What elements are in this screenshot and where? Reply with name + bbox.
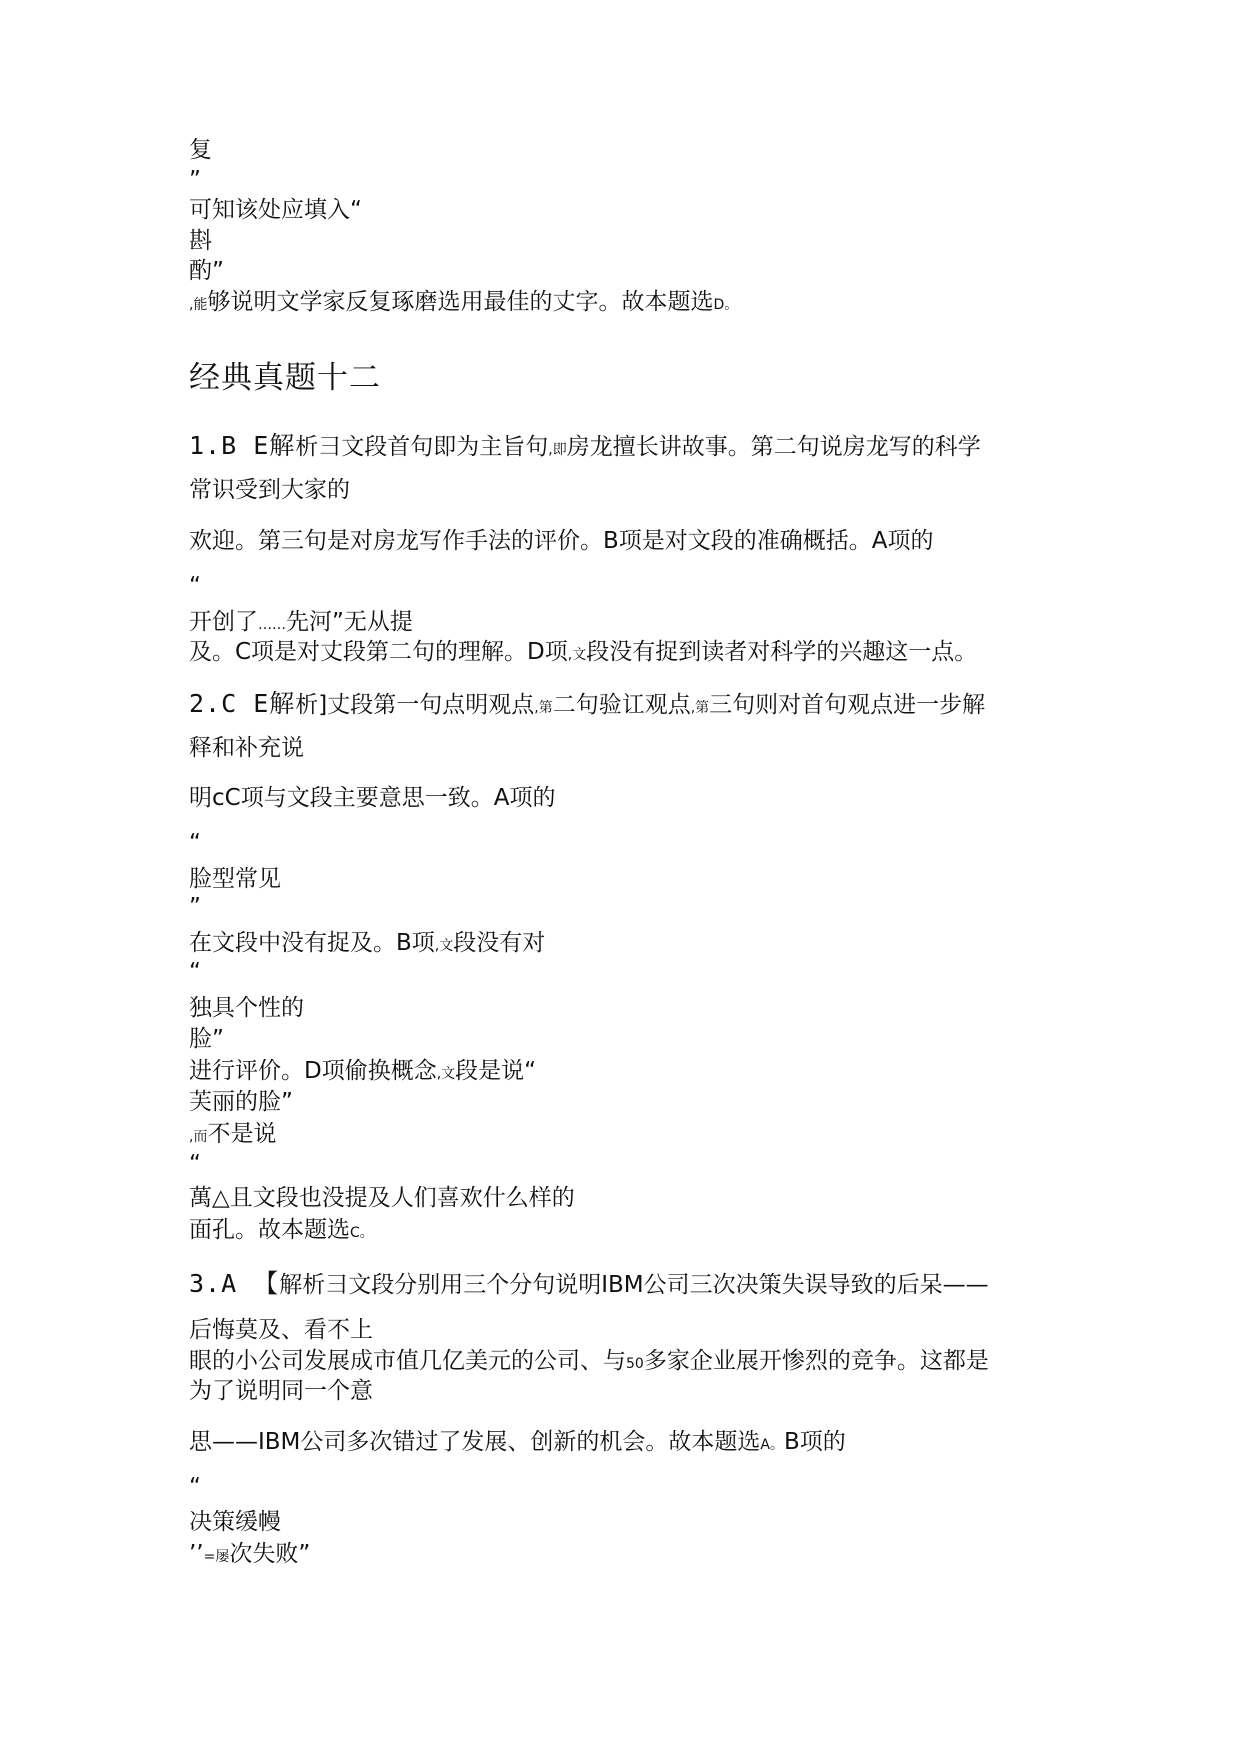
q2-line-6: ” (189, 894, 201, 920)
intro-line-3: 可知该处应填入“ (189, 197, 362, 223)
q2-line-9: 独具个性的 (189, 995, 304, 1021)
q1-line-5a: 开创了 (189, 609, 258, 635)
q3-line-1 (189, 1270, 989, 1299)
q1-small-1: 析彐文段首句即为主旨句 (295, 434, 549, 460)
q3-line-5c: B项的 (783, 1429, 846, 1455)
q2-line-11b: ,文 (436, 1066, 456, 1082)
q2-line-1 (189, 690, 985, 722)
q2-line-14: “ (189, 1151, 201, 1177)
q2-line-12: 芙丽的脸” (189, 1089, 293, 1115)
intro-line-1: 复 (189, 137, 212, 163)
q2-line-4: “ (189, 830, 201, 856)
q2-line-16 (189, 1216, 374, 1247)
q3-line-3b: 50 (626, 1356, 644, 1372)
q2-s2: ,第 (534, 700, 553, 716)
q3-line-5b: A。 (760, 1437, 784, 1453)
q2-line-11a: 进行评价。D项偷换概念 (189, 1058, 437, 1084)
q3-line-3 (189, 1347, 989, 1378)
q2-line-2: 释和补充说 (189, 735, 304, 761)
q1-head: 1.B E解 (189, 431, 296, 460)
q3-t1: 解析彐文段分别用三个分句说明IBM公司三次决策失误导致的后呆—— (279, 1272, 989, 1298)
q2-head: 2.C E解 (189, 689, 296, 718)
intro-line-2: ” (189, 167, 201, 193)
q3-line-4: 为了说明同一个意 (189, 1378, 373, 1404)
intro-line-6 (189, 288, 738, 319)
q2-s1: 析]丈 (295, 692, 351, 718)
q1-small-2: ,即 (548, 442, 567, 458)
q1-line-1 (189, 432, 981, 464)
q2-line-3: 明cC项与文段主要意思一致。A项的 (189, 785, 556, 811)
q2-line-7b: ,文 (434, 938, 454, 954)
q3-line-8b: =屡 (203, 1549, 230, 1565)
q2-line-11c: 段是说“ (455, 1058, 537, 1084)
q2-t2: 二句验讧观点 (552, 692, 691, 718)
q3-line-8 (189, 1540, 310, 1571)
intro-line-5: 酌” (189, 258, 224, 284)
q2-line-16b: C。 (350, 1225, 374, 1241)
q2-line-11 (189, 1057, 536, 1088)
q3-line-3c: 多家企业展开惨烈的竞争。这都是 (643, 1348, 989, 1374)
section-title: 经典真题十二 (189, 360, 381, 396)
q1-line-1-rest: 房龙擅长讲故事。第二句说房龙写的科学 (566, 434, 981, 460)
q2-line-7c: 段没有对 (453, 930, 546, 956)
q3-line-6: “ (189, 1474, 201, 1500)
q2-line-13b: 不是说 (207, 1121, 277, 1147)
intro-small: ,能 (189, 297, 208, 313)
intro-tail: D。 (713, 297, 739, 313)
q2-t1: 段第一句点明观点 (350, 692, 535, 718)
q1-line-6b: ,文 (567, 647, 587, 663)
q1-line-5b: …… (258, 617, 286, 633)
q1-line-3: 欢迎。第三句是对房龙写作手法的评价。B项是对文段的准确概括。A项的 (189, 528, 934, 554)
q2-line-13 (189, 1120, 276, 1151)
q1-line-5c: 先河”无从提 (286, 609, 413, 635)
q2-line-5: 脸型常见 (189, 866, 281, 892)
q1-line-6 (189, 638, 977, 669)
q2-line-13a: ,而 (189, 1129, 208, 1145)
q3-line-5 (189, 1428, 846, 1459)
q2-line-16a: 面孔。故本题选 (189, 1217, 350, 1243)
q1-line-6a: 及。C项是对丈段第二句的理解。D项 (189, 639, 568, 665)
q3-head: 3.A 【 (189, 1269, 280, 1298)
intro-line-4: 斟 (189, 228, 212, 254)
q2-line-7a: 在文段中没有捉及。B项 (189, 930, 435, 956)
q2-t3: 三句则对首句观点进一步解 (709, 692, 986, 718)
q2-s3: ,第 (690, 700, 710, 716)
q1-line-2: 常识受到大家的 (189, 477, 350, 503)
q3-line-7: 决策缓幔 (189, 1509, 281, 1535)
q2-line-7 (189, 929, 545, 960)
q1-line-5 (189, 608, 413, 639)
q3-line-8a: ’’ (189, 1541, 204, 1567)
intro-text: 够说明文学家反复琢磨选用最佳的丈字。故本题选 (207, 289, 714, 315)
q2-line-8: “ (189, 959, 201, 985)
q3-line-2: 后悔莫及、看不上 (189, 1317, 373, 1343)
q1-line-6c: 段没有捉到读者对科学的兴趣这一点。 (586, 639, 978, 665)
q3-line-3a: 眼的小公司发展成市值几亿美元的公司、与 (189, 1348, 626, 1374)
q3-line-8c: 次失败” (229, 1541, 311, 1567)
q1-line-4: “ (189, 573, 201, 599)
q3-line-5a: 思——IBM公司多次错过了发展、创新的机会。故本题选 (189, 1429, 761, 1455)
q2-line-15: 萬△且文段也没提及人们喜欢什么样的 (189, 1185, 575, 1211)
q2-line-10: 脸” (189, 1026, 224, 1052)
